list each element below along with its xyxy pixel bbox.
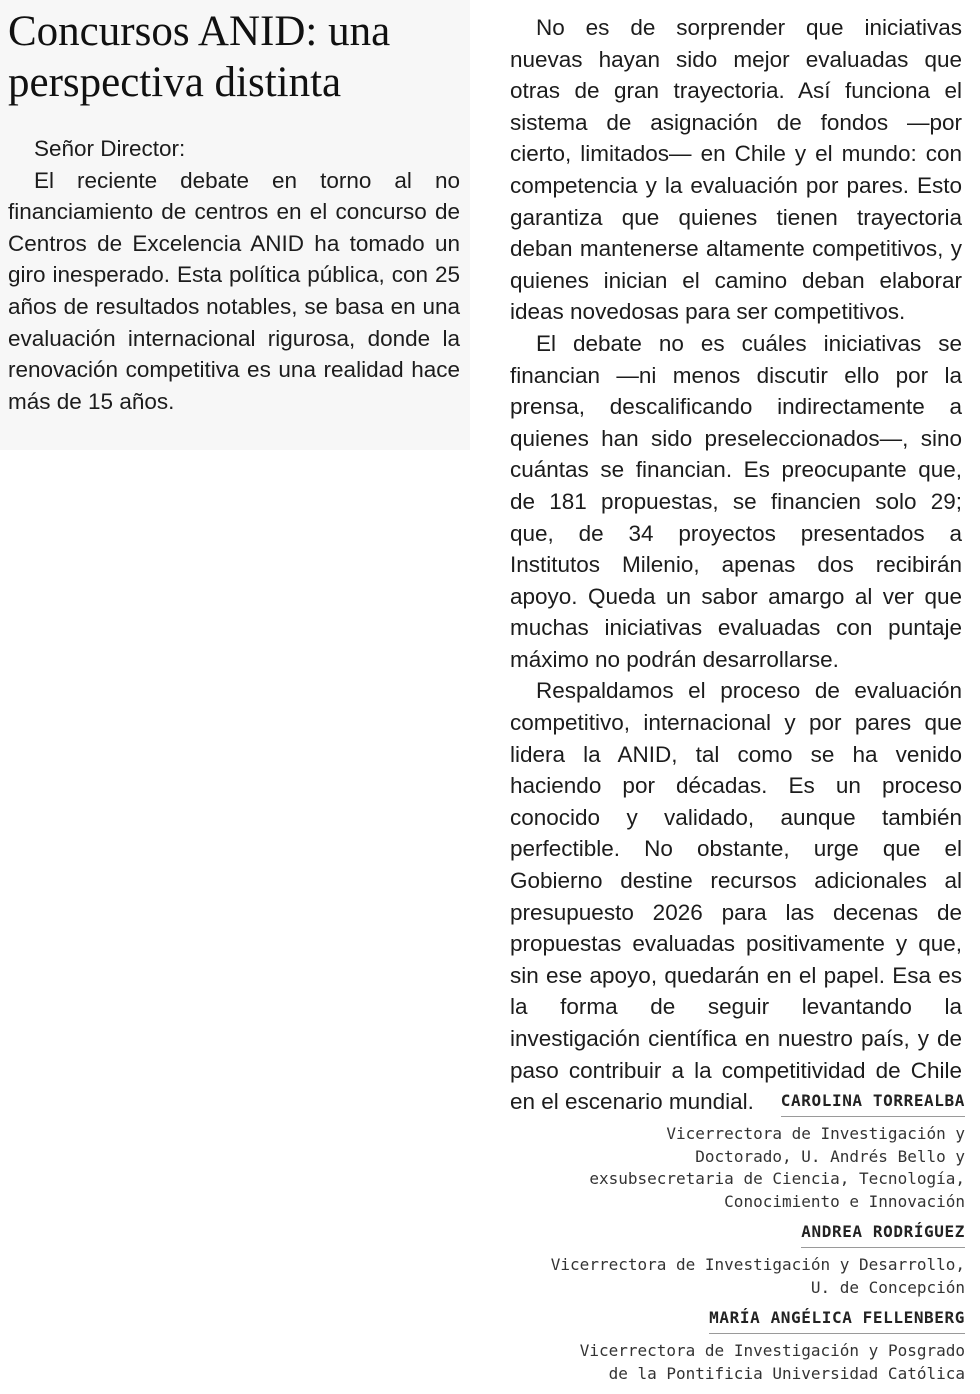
signer-block (510, 1219, 965, 1299)
left-body (8, 133, 460, 417)
signer-name: ANDREA RODRÍGUEZ (801, 1219, 965, 1248)
headline: Concursos ANID: una perspectiva distinta (8, 8, 391, 106)
signer-role: Vicerrectora de Investigación y Desarrollo, U. de Concepción (550, 1255, 965, 1297)
salutation: Señor Director: (34, 136, 186, 161)
body-paragraph-3: Respaldamos el proceso de evaluación competitivo, internacional y por pares que lidera la ANID, tal como se ha venido haciendo por décadas. Es un proceso conocido y validado, aunque también perfectible. No obstante, urge que el Gobierno destine recursos adicionales al presupuesto 2026 para las decenas de propuestas evaluadas positivamente y que, sin ese apoyo, quedarán en el papel. Esa es la forma de seguir levantando la investigación científica en nuestro país, y de paso contribuir a la competitividad de Chile en el escenario mundial. (510, 678, 962, 1115)
signatures (510, 1088, 965, 1391)
body-paragraph-2: El debate no es cuáles iniciativas se financian —ni menos discutir ello por la prensa, descalificando indirectamente a quienes han sido preseleccionados—, sino cuántas se financian. Es preocupante que, de 181 propuestas, se financien solo 29; que, de 34 proyectos presentados a Institutos Milenio, apenas dos recibirán apoyo. Queda un sabor amargo al ver que muchas iniciativas evaluadas con puntaje máximo no podrán desarrollarse. (510, 330, 962, 672)
right-column (510, 12, 962, 1118)
signer-name: MARÍA ANGÉLICA FELLENBERG (709, 1305, 965, 1334)
signer-role: Vicerrectora de Investigación y Doctorado, U. Andrés Bello y exsubsecretaria de Ciencia, Tecnología, Conocimiento e Innovación (589, 1124, 965, 1211)
signer-role: Vicerrectora de Investigación y Posgrado de la Pontificia Universidad Católica (579, 1341, 965, 1383)
signer-block (510, 1088, 965, 1213)
signer-block (510, 1305, 965, 1385)
signer-name: CAROLINA TORREALBA (781, 1088, 965, 1117)
left-column (0, 0, 470, 450)
body-paragraph-1: No es de sorprender que iniciativas nuevas hayan sido mejor evaluadas que otras de gran trayectoria. Así funciona el sistema de asignación de fondos —por cierto, limitados— en Chile y el mundo: con competencia y la evaluación por pares. Esto garantiza que quienes tienen trayectoria deban mantenerse altamente competitivos, y quienes inician el camino deban elaborar ideas novedosas para ser competitivos. (510, 15, 962, 325)
opening-paragraph: El reciente debate en torno al no financiamiento de centros en el concurso de Centros de Excelencia ANID ha tomado un giro inesperado. Esta política pública, con 25 años de resultados notables, se basa en una evaluación internacional rigurosa, donde la renovación competitiva es una realidad hace más de 15 años. (8, 167, 460, 414)
